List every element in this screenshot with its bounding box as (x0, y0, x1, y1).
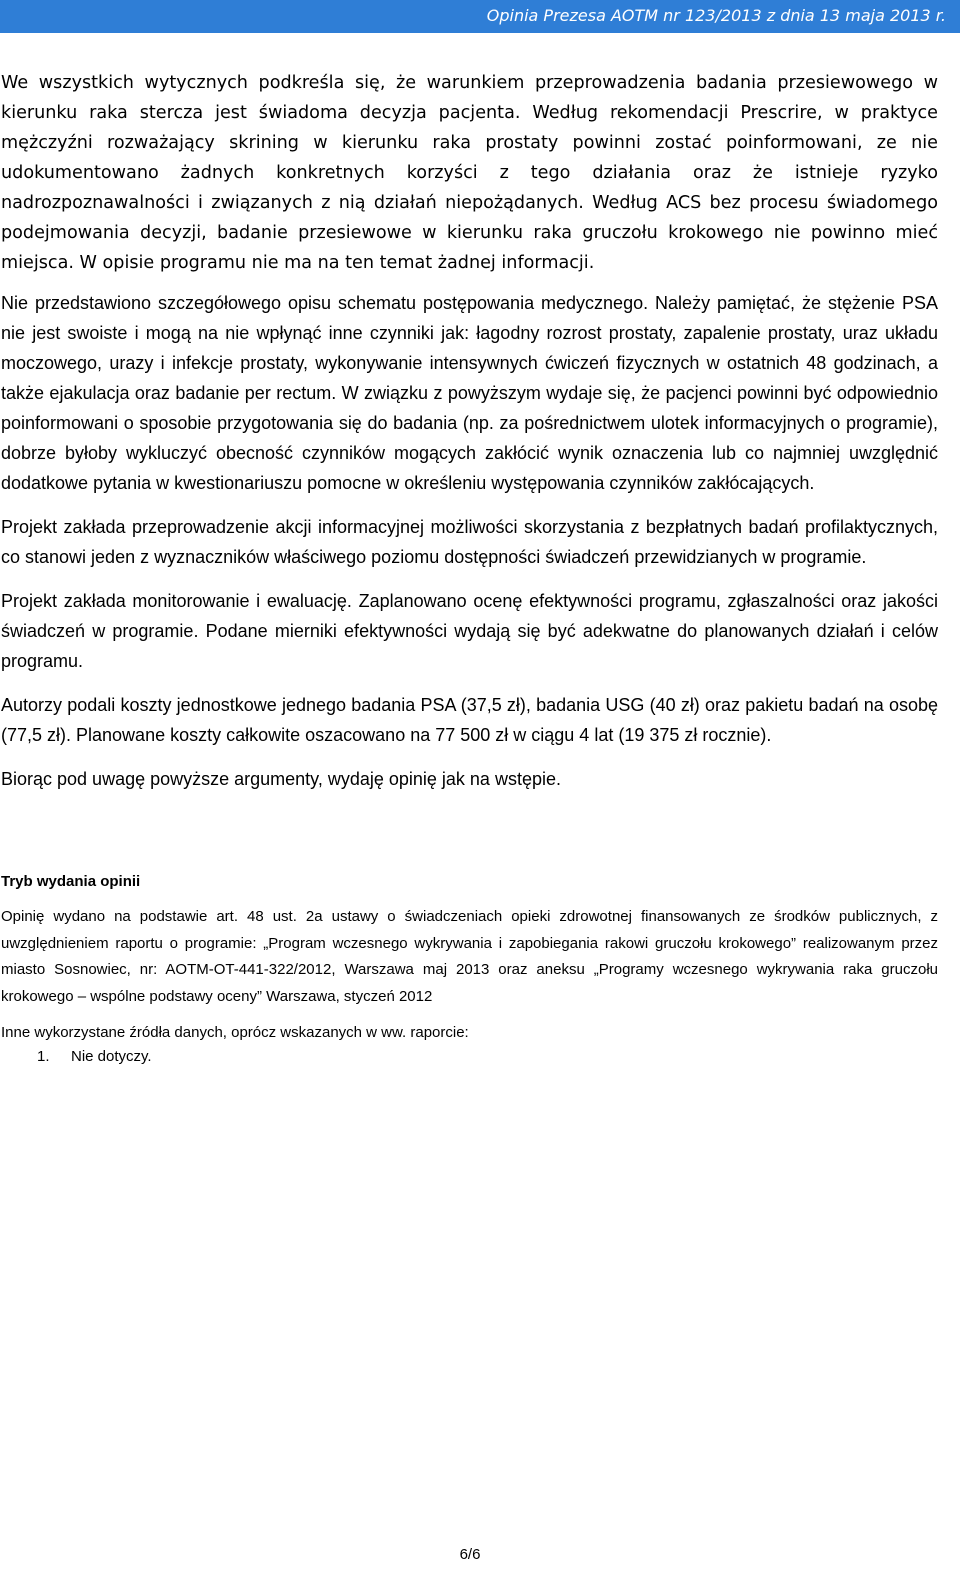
document-body (0, 68, 960, 1068)
opinion-mode-heading: Tryb wydania opinii (1, 873, 141, 890)
header-bar (0, 0, 960, 33)
paragraph-conclusion: Biorąc pod uwagę powyższe argumenty, wydaję opinię jak na wstępie. (1, 769, 561, 789)
other-sources-label: Inne wykorzystane źródła danych, oprócz wskazanych w ww. raporcie: (1, 1024, 469, 1041)
paragraph-informed-decision: We wszystkich wytycznych podkreśla się, że warunkiem przeprowadzenia badania przesiewowego w kierunku raka stercza jest świadoma decyzja pacjenta. Według rekomendacji Prescrire, w praktyce mężczyźni rozważający skrining w kierunku raka prostaty powinni zostać poinformowani, ze nie udokumentowano żadnych konkretnych korzyści z tego działania oraz że istnieje ryzyko nadrozpoznawalności i związanych z nią działań niepożądanych. Według ACS bez procesu świadomego podejmowania decyzji, badanie przesiewowe w kierunku raka gruczołu krokowego nie powinno mieć miejsca. W opisie programu nie ma na ten temat żadnej informacji. (1, 73, 938, 273)
other-sources-list (1, 1046, 938, 1068)
page-number: 6/6 (459, 1546, 481, 1563)
paragraph-medical-procedure: Nie przedstawiono szczegółowego opisu schematu postępowania medycznego. Należy pamiętać, że stężenie PSA nie jest swoiste i mogą na nie wpłynąć inne czynniki jak: łagodny rozrost prostaty, zapalenie prostaty, uraz układu moczowego, urazy i infekcje prostaty, wykonywanie intensywnych ćwiczeń fizycznych w ostatnich 48 godzinach, a także ejakulacja oraz badanie per rectum. W związku z powyższym wydaje się, że pacjenci powinni być odpowiednio poinformowani o sposobie przygotowania się do badania (np. za pośrednictwem ulotek informacyjnych o programie), dobrze byłoby wykluczyć obecność czynników mogących zakłócić wynik oznaczenia lub co najmniej uwzględnić dodatkowe pytania w kwestionariuszu pomocne w określeniu występowania czynników zakłócających. (1, 293, 938, 493)
list-item-text: Nie dotyczy. (71, 1048, 152, 1065)
list-item (1, 1046, 938, 1068)
paragraph-information-campaign: Projekt zakłada przeprowadzenie akcji informacyjnej możliwości skorzystania z bezpłatnych badań profilaktycznych, co stanowi jeden z wyznaczników właściwego poziomu dostępności świadczeń przewidzianych w programie. (1, 517, 938, 567)
section-spacer (1, 794, 938, 872)
list-item-number: 1. (37, 1048, 50, 1065)
paragraph-monitoring-evaluation: Projekt zakłada monitorowanie i ewaluację. Zaplanowano ocenę efektywności programu, zgłaszalności oraz jakości świadczeń w programie. Podane mierniki efektywności wydają się być adekwatne do planowanych działań i celów programu. (1, 591, 938, 671)
paragraph-costs: Autorzy podali koszty jednostkowe jednego badania PSA (37,5 zł), badania USG (40 zł) oraz pakietu badań na osobę (77,5 zł). Planowane koszty całkowite oszacowano na 77 500 zł w ciągu 4 lat (19 375 zł rocznie). (1, 695, 938, 745)
opinion-legal-basis: Opinię wydano na podstawie art. 48 ust. 2a ustawy o świadczeniach opieki zdrowotnej finansowanych ze środków publicznych, z uwzględnieniem raportu o programie: „Program wczesnego wykrywania i zapobiegania rakowi gruczołu krokowego” realizowanym przez miasto Sosnowiec, nr: AOTM-OT-441-322/2012, Warszawa maj 2013 oraz aneksu „Programy wczesnego wykrywania raka gruczołu krokowego – wspólne podstawy oceny” Warszawa, styczeń 2012 (1, 908, 938, 1005)
document-header-title: Opinia Prezesa AOTM nr 123/2013 z dnia 13 maja 2013 r. (486, 6, 946, 25)
